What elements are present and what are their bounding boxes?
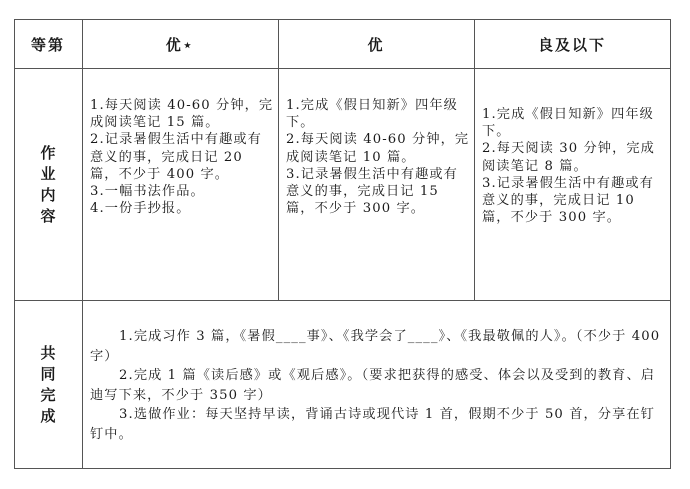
cell-good-below-homework — [482, 106, 664, 226]
cell-common-content — [90, 327, 664, 445]
list-item: 3.记录暑假生活中有趣或有意义的事，完成日记 10 篇，不少于 300 字。 — [482, 175, 654, 226]
list-item: 2.记录暑假生活中有趣或有意义的事，完成日记 20 篇，不少于 400 字。 — [90, 132, 262, 182]
label-column-divider — [82, 19, 83, 468]
row-label-char: 作 — [40, 143, 56, 162]
header-divider — [14, 68, 671, 69]
list-item: 2.完成 1 篇《读后感》或《观后感》。（要求把获得的感受、体会以及受到的教育、启迪写下来，不少于 350 字） — [90, 368, 656, 403]
list-item: 1.每天阅读 40-60 分钟，完成阅读笔记 15 篇。 — [90, 98, 274, 131]
header-excellent-text: 优 — [367, 35, 385, 54]
list-item: 3.选做作业：每天坚持早读，背诵古诗或现代诗 1 首，假期不少于 50 首，分享在钉钉中。 — [90, 407, 655, 442]
row-label-char: 同 — [40, 364, 56, 383]
row-label-char: 共 — [40, 343, 56, 362]
list-item: 4.一份手抄报。 — [90, 201, 191, 217]
cell-excellent-homework — [286, 97, 470, 217]
table-border-bottom — [14, 468, 671, 469]
list-item: 3.一幅书法作品。 — [90, 184, 205, 200]
list-item: 1.完成《假日知新》四年级下。 — [482, 107, 654, 140]
row-label-char: 完 — [40, 385, 56, 404]
row-label-homework — [14, 69, 82, 300]
row-label-char: 业 — [40, 164, 56, 183]
list-item: 3.记录暑假生活中有趣或有意义的事，完成日记 15 篇，不少于 300 字。 — [286, 166, 458, 217]
header-excellent-star-text: 优⋆ — [165, 35, 195, 54]
list-item: 2.每天阅读 40-60 分钟，完成阅读笔记 10 篇。 — [286, 132, 470, 165]
table-border-right — [670, 19, 671, 468]
header-excellent-star — [82, 20, 278, 68]
list-item: 1.完成《假日知新》四年级下。 — [286, 98, 458, 131]
row-label-char: 容 — [40, 206, 56, 225]
row-divider — [14, 300, 671, 301]
header-excellent — [278, 20, 474, 68]
row-label-char: 内 — [40, 185, 56, 204]
list-item: 2.每天阅读 30 分钟，完成阅读笔记 8 篇。 — [482, 141, 655, 174]
list-item: 1.完成习作 3 篇，《暑假____事》、《我学会了____》、《我最敬佩的人》。（不少于 400 字） — [90, 329, 661, 364]
header-good-below — [474, 20, 670, 68]
row-label-common — [14, 301, 82, 468]
cell-excellent-star-homework — [90, 97, 274, 217]
row-label-char: 成 — [40, 406, 56, 425]
header-good-below-text: 良及以下 — [537, 35, 606, 54]
header-level — [14, 20, 82, 68]
header-level-text: 等第 — [30, 35, 65, 54]
